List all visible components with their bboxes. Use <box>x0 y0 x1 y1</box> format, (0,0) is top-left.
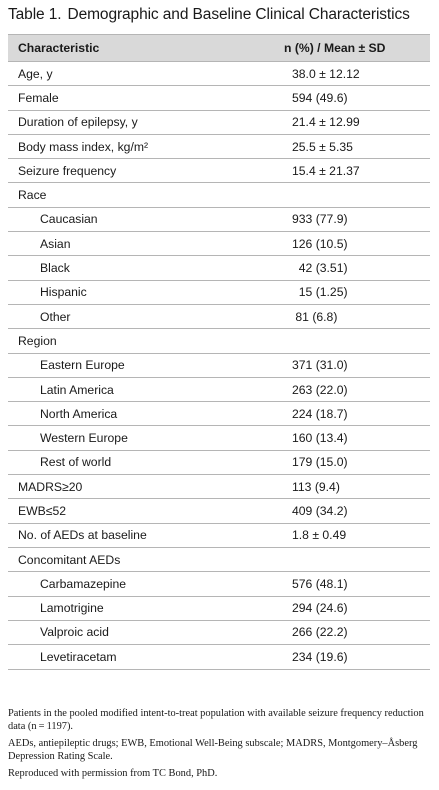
row-label: MADRS≥20 <box>18 479 83 494</box>
table-row <box>8 354 430 378</box>
table-row <box>8 62 430 86</box>
row-label: EWB≤52 <box>18 503 67 518</box>
row-value: 179 (15.0) <box>292 455 348 470</box>
table-number: Table 1. <box>8 6 62 23</box>
table-row <box>8 451 430 475</box>
row-value: 21.4 ± 12.99 <box>292 115 360 130</box>
row-label: Rest of world <box>40 455 112 470</box>
table-row <box>8 208 430 232</box>
table-row <box>8 111 430 135</box>
row-label: Concomitant AEDs <box>18 552 121 567</box>
row-label: Duration of epilepsy, y <box>18 115 138 130</box>
footnote-abbreviations: AEDs, antiepileptic drugs; EWB, Emotional Well-Being subscale; MADRS, Montgomery–Åsberg Depression Rating Scale. <box>8 738 418 762</box>
table-row <box>8 645 430 669</box>
table-caption <box>8 6 410 24</box>
row-label: North America <box>40 406 118 421</box>
header-value: n (%) / Mean ± SD <box>284 41 386 55</box>
row-label: Female <box>18 90 59 105</box>
row-value: 371 (31.0) <box>292 358 348 373</box>
row-value: 15.4 ± 21.37 <box>292 163 360 178</box>
row-value: 234 (19.6) <box>292 650 348 665</box>
row-value: 594 (49.6) <box>292 90 348 105</box>
row-value: 126 (10.5) <box>292 236 348 251</box>
row-label: Age, y <box>18 66 53 81</box>
row-label: Seizure frequency <box>18 163 117 178</box>
table-row <box>8 572 430 596</box>
table-row <box>8 135 430 159</box>
row-value: 42 (3.51) <box>292 261 348 276</box>
table-row <box>8 305 430 329</box>
row-label: Latin America <box>40 382 114 397</box>
row-value: 266 (22.2) <box>292 625 348 640</box>
row-value: 263 (22.0) <box>292 382 348 397</box>
table-title: Demographic and Baseline Clinical Characteristics <box>67 6 410 23</box>
table-row <box>8 597 430 621</box>
row-label: Valproic acid <box>40 625 109 640</box>
table-row <box>8 281 430 305</box>
row-label: Lamotrigine <box>40 601 104 616</box>
characteristics-table <box>8 34 430 670</box>
table-row <box>8 402 430 426</box>
table-body <box>8 62 430 669</box>
row-value: 294 (24.6) <box>292 601 348 616</box>
row-label: Body mass index, kg/m² <box>18 139 149 154</box>
table-section-row <box>8 329 430 353</box>
row-value: 113 (9.4) <box>292 479 340 494</box>
row-label: Asian <box>40 236 71 251</box>
row-value: 25.5 ± 5.35 <box>292 139 353 154</box>
table-row <box>8 524 430 548</box>
row-label: Eastern Europe <box>40 358 125 373</box>
table-section-row <box>8 183 430 207</box>
table-row <box>8 256 430 280</box>
row-value: 38.0 ± 12.12 <box>292 66 360 81</box>
table-row <box>8 475 430 499</box>
row-value: 576 (48.1) <box>292 576 348 591</box>
table-header-row <box>8 35 430 62</box>
table-row <box>8 86 430 110</box>
footnote-permission: Reproduced with permission from TC Bond, PhD. <box>8 768 218 780</box>
table-footnotes <box>8 708 432 786</box>
row-label: Hispanic <box>40 285 87 300</box>
header-characteristic: Characteristic <box>18 41 100 55</box>
row-label: Region <box>18 333 57 348</box>
row-value: 81 (6.8) <box>292 309 338 324</box>
row-label: Western Europe <box>40 431 128 446</box>
table-section-row <box>8 548 430 572</box>
table-row <box>8 159 430 183</box>
row-value: 160 (13.4) <box>292 431 348 446</box>
row-value: 933 (77.9) <box>292 212 348 227</box>
row-label: Carbamazepine <box>40 576 127 591</box>
row-value: 224 (18.7) <box>292 406 348 421</box>
row-value: 15 (1.25) <box>292 285 348 300</box>
row-label: Other <box>40 309 71 324</box>
table-row <box>8 232 430 256</box>
table-row <box>8 378 430 402</box>
row-value: 1.8 ± 0.49 <box>292 528 347 543</box>
table-row <box>8 499 430 523</box>
row-label: Levetiracetam <box>40 650 117 665</box>
table-row <box>8 426 430 450</box>
row-label: No. of AEDs at baseline <box>18 528 147 543</box>
table-row <box>8 621 430 645</box>
row-label: Black <box>40 261 70 276</box>
footnote-population: Patients in the pooled modified intent-to-treat population with available seizure frequency reduction data (n = 1197). <box>8 708 424 732</box>
row-label: Race <box>18 188 47 203</box>
row-value: 409 (34.2) <box>292 503 348 518</box>
row-label: Caucasian <box>40 212 98 227</box>
